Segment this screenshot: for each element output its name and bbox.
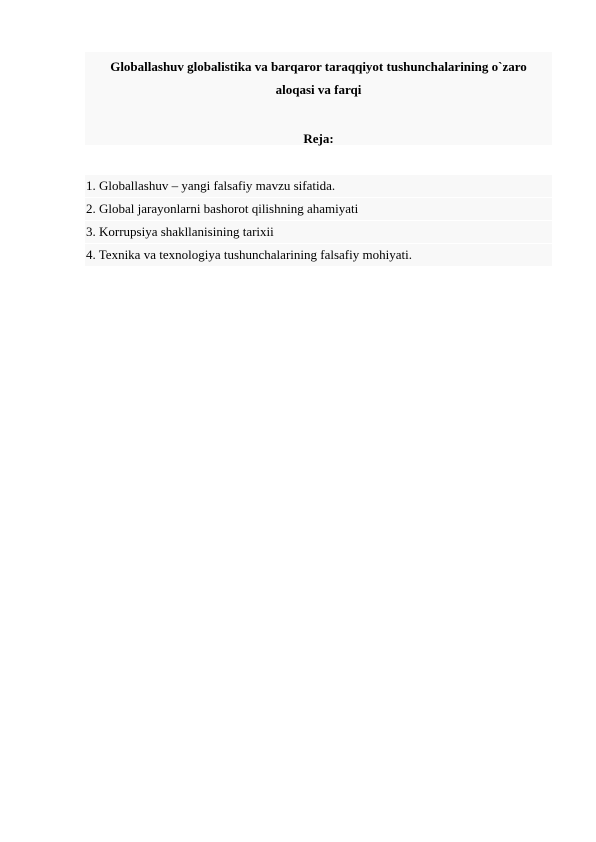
plan-item-1: 1. Globallashuv – yangi falsafiy mavzu sifatida.	[85, 175, 552, 198]
plan-item-2: 2. Global jarayonlarni bashorot qilishning ahamiyati	[85, 198, 552, 221]
document-title-line-1: Globallashuv globalistika va barqaror taraqqiyot tushunchalarining o`zaro	[110, 59, 527, 74]
plan-item-3: 3. Korrupsiya shakllanisining tarixii	[85, 221, 552, 244]
document-title-line-2: aloqasi va farqi	[275, 82, 362, 97]
title-block	[85, 52, 552, 145]
plan-list	[85, 175, 552, 267]
plan-heading: Reja:	[303, 131, 334, 146]
plan-item-4: 4. Texnika va texnologiya tushunchalarining falsafiy mohiyati.	[85, 244, 552, 267]
